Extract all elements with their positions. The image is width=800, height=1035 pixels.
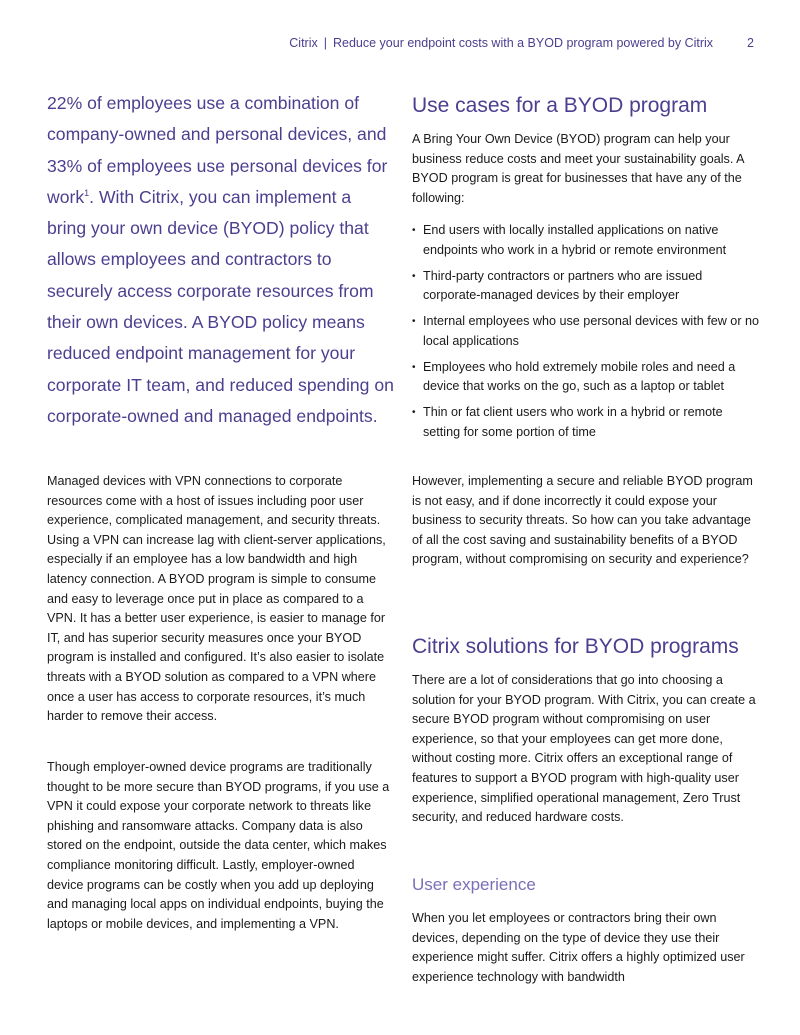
list-item: • Thin or fat client users who work in a hybrid or remote setting for some portion of time (412, 405, 723, 439)
use-cases-outro: However, implementing a secure and reliable BYOD program is not easy, and if done incorrectly it could expose your business to security threats. So how can you take advantage of all the cost saving and sustainability benefits of a BYOD program, without compromising on security and experience? (412, 474, 753, 567)
bullet-icon: • (412, 225, 416, 236)
user-experience-paragraph: When you let employees or contractors bring their own devices, depending on the type of device they use their experience might suffer. Citrix offers a highly optimized user experience technology with bandwidth (412, 911, 745, 984)
bullet-icon: • (412, 270, 416, 282)
footnote-marker: 1 (84, 188, 90, 199)
pull-quote-text-b: . With Citrix, you can implement a bring your own device (BYOD) policy that allows employees and contractors to securely access corporate resources from their own devices. A BYOD policy means reduced endpoint management for your corporate IT team, and reduced spending on corporate-owned and managed endpoints. (47, 186, 394, 426)
solutions-heading: Citrix solutions for BYOD programs (412, 635, 739, 658)
list-item: • Third-party contractors or partners who are issued corporate-managed devices by their employer (412, 268, 703, 303)
employer-owned-paragraph: Though employer-owned device programs are traditionally thought to be more secure than BYOD programs, if you use a VPN it could expose your corporate network to threats like phishing and ransomware attacks. Company data is also stored on the endpoint, outside the data center, which makes compliance monitoring difficult. Lastly, employer-owned device programs can be costly when you add up deploying and managing local apps on individual endpoints, buying the laptops or mobile devices, and implementing a VPN. (47, 760, 390, 931)
pull-quote (47, 88, 395, 432)
header-title: Reduce your endpoint costs with a BYOD program powered by Citrix (333, 36, 714, 50)
page-number: 2 (747, 36, 754, 50)
vpn-issues-paragraph: Managed devices with VPN connections to corporate resources come with a host of issues including poor user experience, complicated management, and security threats. Using a VPN can increase lag with client-server applications, especially if an employee has a low bandwidth and high latency connection. A BYOD program is simple to consume and easy to leverage once put in place as compared to a VPN. It has a better user experience, is easier to manage for IT, and has superior security measures once your BYOD program is installed and configured. It’s also easier to isolate threats with a BYOD solution as compared to a VPN where once a user has access to corporate resources, it’s much harder to remove their access. (47, 474, 386, 724)
use-cases-list (412, 221, 762, 449)
bullet-icon: • (412, 361, 416, 373)
pull-quote-text-a: 22% of employees use a combination of company-owned and personal devices, and 33% of employees use personal devices for work (47, 93, 388, 207)
list-item: • Employees who hold extremely mobile roles and need a device that works on the go, such as a laptop or tablet (412, 359, 736, 394)
list-item: • Internal employees who use personal devices with few or no local applications (412, 314, 760, 348)
solutions-paragraph: There are a lot of considerations that go into choosing a solution for your BYOD program. With Citrix, you can create a secure BYOD program without compromising on user experience, so that your employees can get more done, without costing more. Citrix offers an exceptional range of features to support a BYOD program with high-quality user experience, simplified operational management, Zero Trust security, and reduced hardware costs. (412, 673, 756, 825)
page-header (289, 36, 754, 50)
bullet-icon: • (412, 316, 416, 328)
bullet-icon: • (412, 407, 416, 419)
left-column (47, 88, 395, 931)
list-item: • End users with locally installed applications on native endpoints who work in a hybrid or remote environment (412, 223, 727, 257)
use-cases-heading: Use cases for a BYOD program (412, 94, 708, 117)
header-separator: | (323, 36, 327, 50)
user-experience-heading: User experience (412, 875, 536, 894)
header-brand: Citrix (289, 36, 318, 50)
use-cases-intro: A Bring Your Own Device (BYOD) program can help your business reduce costs and meet your sustainability goals. A BYOD program is great for businesses that have any of the following: (412, 132, 744, 205)
